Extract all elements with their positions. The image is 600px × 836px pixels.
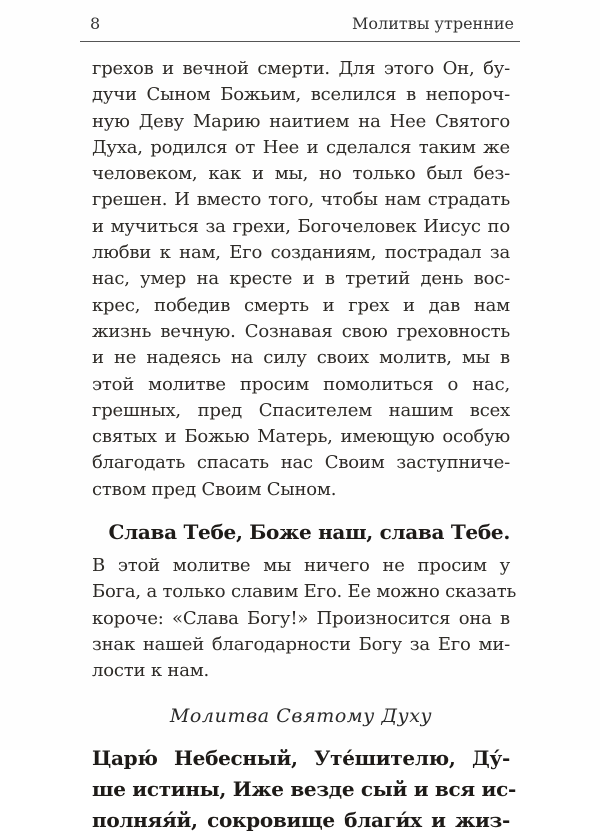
text-line: нас, умер на кресте и в третий день вос- xyxy=(92,268,510,290)
text-line: В этой молитве мы ничего не просим у xyxy=(92,555,510,577)
text-line: лости к нам. xyxy=(92,660,210,682)
text-line: знак нашей благодарности Богу за Его ми- xyxy=(92,633,510,655)
text-line: короче: «Слава Богу!» Произносится она в xyxy=(92,607,510,629)
text-line: ную Деву Марию наитием на Нее Святого xyxy=(92,110,510,132)
text-line: святых и Божью Матерь, имеющую особую xyxy=(92,426,510,448)
prayer-heading: Слава Тебе, Боже наш, слава Тебе. xyxy=(108,520,510,545)
paragraph-explanation xyxy=(92,56,510,503)
text-line: этой молитве просим помолиться о нас, xyxy=(92,373,510,395)
prayer-line: полняя́й, сокровище благи́х и жиз- xyxy=(92,807,510,832)
text-line: крес, победив смерть и грех и дав нам xyxy=(92,294,510,316)
text-line: Бога, а только славим Его. Ее можно сказать xyxy=(92,581,517,603)
text-line: Духа, родился от Нее и сделался таким же xyxy=(92,136,510,158)
text-line: и мучиться за грехи, Богочеловек Иисус по xyxy=(92,215,510,237)
prayer-line: ше истины, Иже везде сый и вся ис- xyxy=(92,776,516,801)
text-line: грешен. И вместо того, чтобы нам страдать xyxy=(92,189,510,211)
text-line: и не надеясь на силу своих молитв, мы в xyxy=(92,347,510,369)
prayer-subheading: Молитва Святому Духу xyxy=(169,704,433,727)
paragraph-commentary xyxy=(92,553,517,684)
text-line: грешных, пред Спасителем нашим всех xyxy=(92,399,510,421)
page-body xyxy=(92,56,517,836)
text-line: ством пред Своим Сыном. xyxy=(92,478,337,500)
prayer-line: Царю́ Небесный, Уте́шителю, Ду́- xyxy=(92,745,510,770)
text-line: благодать спасать нас Своим заступниче- xyxy=(92,452,510,474)
text-line: грехов и вечной смерти. Для этого Он, бу- xyxy=(92,58,510,79)
running-header xyxy=(80,6,520,42)
text-line: человеком, как и мы, но только был без- xyxy=(92,163,510,185)
text-line: жизнь вечную. Сознавая свою греховность xyxy=(92,320,510,342)
text-line: дучи Сыном Божьим, вселился в непороч- xyxy=(92,84,510,106)
header-rule xyxy=(80,41,520,42)
prayer-text xyxy=(92,743,516,836)
text-line: любви к нам, Его созданиям, пострадал за xyxy=(92,242,510,264)
section-title: Молитвы утренние xyxy=(352,14,514,33)
page-number: 8 xyxy=(90,14,101,33)
